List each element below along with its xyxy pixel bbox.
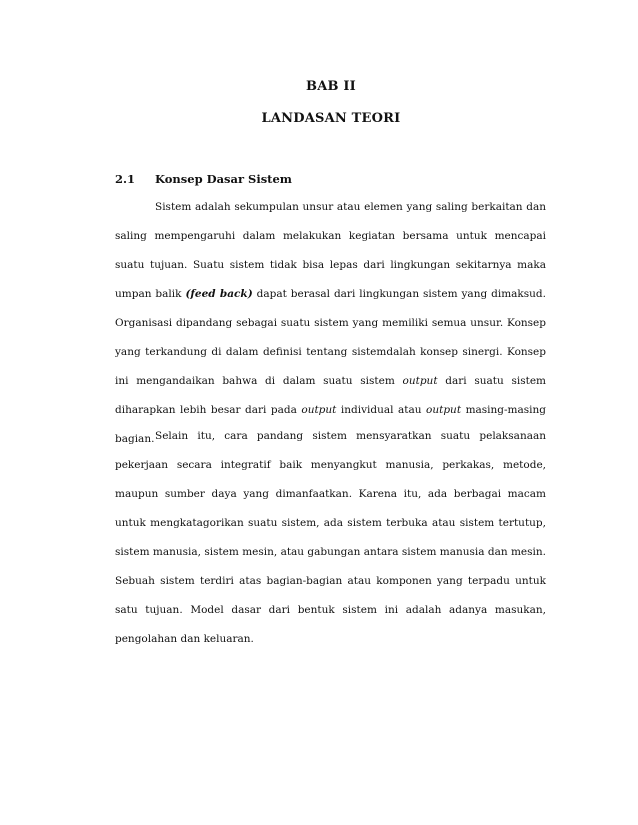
section-number: 2.1 <box>115 172 136 186</box>
section-title: Konsep Dasar Sistem <box>155 172 292 186</box>
paragraph-1-part-1: Sistem adalah sekumpulan unsur atau elemen yang saling berkaitan dan saling mempengaruhi dalam melakukan kegiatan bersama untuk mencapai suatu tujuan. Suatu sistem tidak bisa lepas dari lingkungan sekitarnya maka umpan balik <box>115 201 546 300</box>
term-output-1: output <box>402 375 438 387</box>
paragraph-2-text: Selain itu, cara pandang sistem mensyaratkan suatu pelaksanaan pekerjaan secara integratif baik menyangkut manusia, perkakas, metode, maupun sumber daya yang dimanfaatkan. Karena itu, ada berbagai macam untuk mengkatagorikan suatu sistem, ada sistem terbuka atau sistem tertutup, sistem manusia, sistem mesin, atau gabungan antara sistem manusia dan mesin. Sebuah sistem terdiri atas bagian-bagian atau komponen yang terpadu untuk satu tujuan. Model dasar dari bentuk sistem ini adalah adanya masukan, pengolahan dan keluaran. <box>115 430 546 645</box>
paragraph-1-part-5: masing-masing bagian. <box>115 404 547 445</box>
section-heading <box>115 172 292 186</box>
paragraph-1-part-2: dapat berasal dari lingkungan sistem yang dimaksud. Organisasi dipandang sebagai suatu sistem yang memiliki semua unsur. Konsep yang terkandung di dalam definisi tentang sistemdalah konsep sinergi. Konsep ini mengandaikan bahwa di dalam suatu sistem <box>115 288 546 387</box>
term-output-3: output <box>426 404 462 416</box>
term-output-2: output <box>301 404 337 416</box>
term-feed-back: (feed back) <box>185 288 253 300</box>
paragraph-1-part-3: dari suatu sistem diharapkan lebih besar dari pada <box>115 375 547 416</box>
paragraph-2 <box>115 422 546 654</box>
chapter-number: BAB II <box>306 79 356 94</box>
chapter-title: LANDASAN TEORI <box>261 111 401 126</box>
paragraph-1-part-4: individual atau <box>340 404 422 416</box>
paragraph-1 <box>115 193 546 454</box>
